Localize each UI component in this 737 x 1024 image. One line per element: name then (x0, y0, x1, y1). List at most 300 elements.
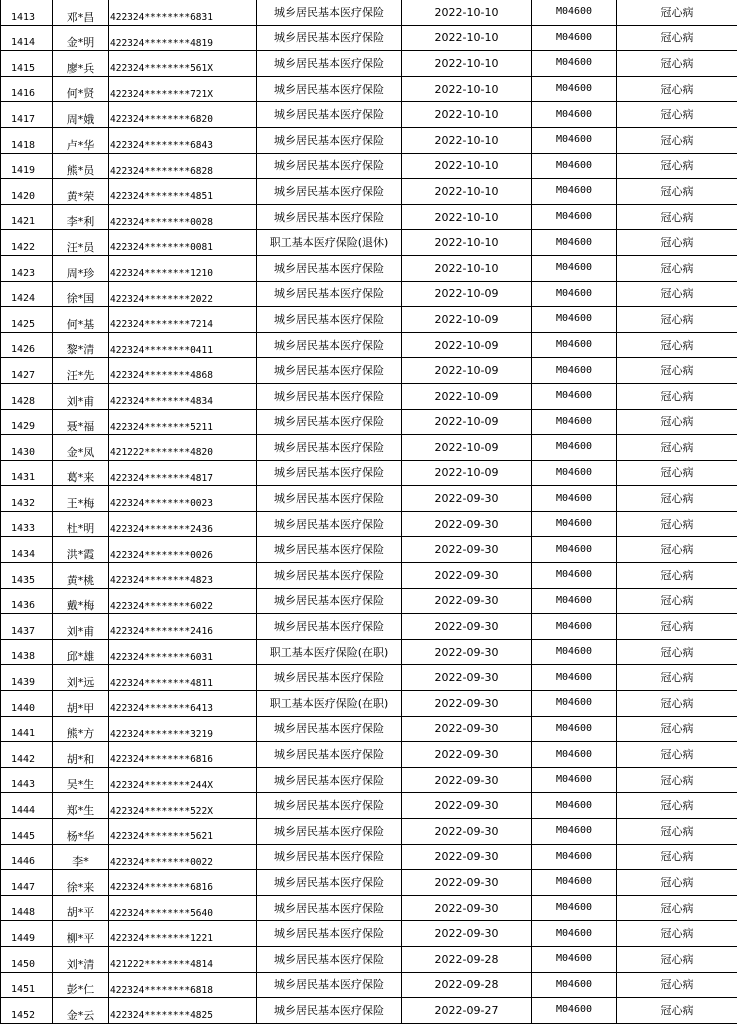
table-row (1, 588, 737, 614)
disease-code-cell: M04600 (532, 409, 617, 435)
table-row (1, 895, 737, 921)
id-number-cell: 422324********0026 (109, 537, 257, 563)
disease-name-cell: 冠心病 (617, 998, 737, 1024)
disease-code-cell: M04600 (532, 25, 617, 51)
insurance-type-cell: 城乡居民基本医疗保险 (257, 332, 402, 358)
id-number-cell: 422324********4868 (109, 358, 257, 384)
disease-name-cell: 冠心病 (617, 921, 737, 947)
date-cell: 2022-10-10 (402, 76, 532, 102)
disease-name-cell: 冠心病 (617, 230, 737, 256)
record-number-cell: 1450 (1, 946, 53, 972)
record-number-cell: 1449 (1, 921, 53, 947)
id-number-cell: 422324********4811 (109, 665, 257, 691)
table-row (1, 307, 737, 333)
record-number-cell: 1438 (1, 639, 53, 665)
patient-name-cell: 黄*荣 (53, 179, 109, 205)
insurance-type-cell: 城乡居民基本医疗保险 (257, 819, 402, 845)
disease-name-cell: 冠心病 (617, 691, 737, 717)
insurance-type-cell: 城乡居民基本医疗保险 (257, 153, 402, 179)
patient-name-cell: 杜*明 (53, 511, 109, 537)
id-number-cell: 422324********0411 (109, 332, 257, 358)
disease-name-cell: 冠心病 (617, 383, 737, 409)
record-number-cell: 1415 (1, 51, 53, 77)
date-cell: 2022-09-30 (402, 486, 532, 512)
disease-name-cell: 冠心病 (617, 639, 737, 665)
date-cell: 2022-10-09 (402, 383, 532, 409)
id-number-cell: 422324********7214 (109, 307, 257, 333)
patient-name-cell: 柳*平 (53, 921, 109, 947)
patient-name-cell: 刘*甫 (53, 614, 109, 640)
insurance-type-cell: 城乡居民基本医疗保险 (257, 76, 402, 102)
disease-code-cell: M04600 (532, 844, 617, 870)
disease-name-cell: 冠心病 (617, 332, 737, 358)
patient-name-cell: 黄*桃 (53, 563, 109, 589)
insurance-type-cell: 城乡居民基本医疗保险 (257, 255, 402, 281)
record-number-cell: 1448 (1, 895, 53, 921)
disease-code-cell: M04600 (532, 639, 617, 665)
id-number-cell: 421222********4814 (109, 946, 257, 972)
record-number-cell: 1418 (1, 127, 53, 153)
disease-name-cell: 冠心病 (617, 537, 737, 563)
disease-name-cell: 冠心病 (617, 486, 737, 512)
patient-name-cell: 杨*华 (53, 819, 109, 845)
insurance-type-cell: 城乡居民基本医疗保险 (257, 486, 402, 512)
patient-name-cell: 戴*梅 (53, 588, 109, 614)
disease-name-cell: 冠心病 (617, 204, 737, 230)
insurance-type-cell: 城乡居民基本医疗保险 (257, 179, 402, 205)
id-number-cell: 422324********6816 (109, 742, 257, 768)
patient-name-cell: 刘*远 (53, 665, 109, 691)
disease-code-cell: M04600 (532, 793, 617, 819)
date-cell: 2022-09-30 (402, 691, 532, 717)
patient-name-cell: 李*利 (53, 204, 109, 230)
record-number-cell: 1413 (1, 0, 53, 25)
disease-code-cell: M04600 (532, 870, 617, 896)
table-row (1, 563, 737, 589)
disease-code-cell: M04600 (532, 179, 617, 205)
record-number-cell: 1451 (1, 972, 53, 998)
disease-code-cell: M04600 (532, 51, 617, 77)
disease-code-cell: M04600 (532, 691, 617, 717)
record-number-cell: 1434 (1, 537, 53, 563)
patient-name-cell: 胡*平 (53, 895, 109, 921)
insurance-type-cell: 城乡居民基本医疗保险 (257, 307, 402, 333)
date-cell: 2022-09-30 (402, 895, 532, 921)
record-number-cell: 1423 (1, 255, 53, 281)
date-cell: 2022-09-30 (402, 844, 532, 870)
id-number-cell: 422324********6818 (109, 972, 257, 998)
record-number-cell: 1419 (1, 153, 53, 179)
disease-code-cell: M04600 (532, 383, 617, 409)
record-number-cell: 1427 (1, 358, 53, 384)
insurance-type-cell: 职工基本医疗保险(在职) (257, 639, 402, 665)
table-row (1, 819, 737, 845)
table-row (1, 0, 737, 25)
disease-name-cell: 冠心病 (617, 742, 737, 768)
record-number-cell: 1430 (1, 435, 53, 461)
disease-name-cell: 冠心病 (617, 127, 737, 153)
disease-name-cell: 冠心病 (617, 435, 737, 461)
insurance-type-cell: 城乡居民基本医疗保险 (257, 844, 402, 870)
insurance-type-cell: 城乡居民基本医疗保险 (257, 204, 402, 230)
record-number-cell: 1435 (1, 563, 53, 589)
id-number-cell: 422324********5621 (109, 819, 257, 845)
patient-name-cell: 洪*霞 (53, 537, 109, 563)
id-number-cell: 422324********4823 (109, 563, 257, 589)
patient-name-cell: 邱*雄 (53, 639, 109, 665)
id-number-cell: 422324********5211 (109, 409, 257, 435)
date-cell: 2022-10-09 (402, 460, 532, 486)
disease-code-cell: M04600 (532, 76, 617, 102)
record-number-cell: 1432 (1, 486, 53, 512)
record-number-cell: 1416 (1, 76, 53, 102)
patient-name-cell: 黎*清 (53, 332, 109, 358)
disease-name-cell: 冠心病 (617, 153, 737, 179)
insurance-type-cell: 城乡居民基本医疗保险 (257, 537, 402, 563)
record-number-cell: 1447 (1, 870, 53, 896)
disease-code-cell: M04600 (532, 895, 617, 921)
disease-code-cell: M04600 (532, 204, 617, 230)
insurance-type-cell: 城乡居民基本医疗保险 (257, 998, 402, 1024)
insurance-type-cell: 城乡居民基本医疗保险 (257, 716, 402, 742)
disease-name-cell: 冠心病 (617, 614, 737, 640)
date-cell: 2022-10-10 (402, 179, 532, 205)
disease-name-cell: 冠心病 (617, 102, 737, 128)
id-number-cell: 422324********6843 (109, 127, 257, 153)
insurance-type-cell: 职工基本医疗保险(在职) (257, 691, 402, 717)
date-cell: 2022-10-10 (402, 255, 532, 281)
date-cell: 2022-10-10 (402, 204, 532, 230)
table-row (1, 127, 737, 153)
patient-name-cell: 邓*昌 (53, 0, 109, 25)
patient-name-cell: 葛*来 (53, 460, 109, 486)
insurance-type-cell: 城乡居民基本医疗保险 (257, 614, 402, 640)
disease-name-cell: 冠心病 (617, 946, 737, 972)
table-row (1, 742, 737, 768)
insurance-type-cell: 城乡居民基本医疗保险 (257, 511, 402, 537)
date-cell: 2022-09-30 (402, 537, 532, 563)
record-number-cell: 1414 (1, 25, 53, 51)
date-cell: 2022-09-30 (402, 639, 532, 665)
insurance-type-cell: 城乡居民基本医疗保险 (257, 793, 402, 819)
record-number-cell: 1441 (1, 716, 53, 742)
id-number-cell: 422324********6831 (109, 0, 257, 25)
id-number-cell: 422324********3219 (109, 716, 257, 742)
disease-name-cell: 冠心病 (617, 179, 737, 205)
insurance-type-cell: 城乡居民基本医疗保险 (257, 742, 402, 768)
insurance-type-cell: 城乡居民基本医疗保险 (257, 665, 402, 691)
patient-name-cell: 汪*先 (53, 358, 109, 384)
table-row (1, 716, 737, 742)
record-number-cell: 1444 (1, 793, 53, 819)
patient-name-cell: 熊*员 (53, 153, 109, 179)
disease-name-cell: 冠心病 (617, 25, 737, 51)
table-row (1, 998, 737, 1024)
disease-name-cell: 冠心病 (617, 870, 737, 896)
date-cell: 2022-10-09 (402, 409, 532, 435)
table-row (1, 51, 737, 77)
record-number-cell: 1443 (1, 767, 53, 793)
id-number-cell: 422324********0028 (109, 204, 257, 230)
id-number-cell: 422324********6022 (109, 588, 257, 614)
insurance-type-cell: 城乡居民基本医疗保险 (257, 460, 402, 486)
date-cell: 2022-10-10 (402, 0, 532, 25)
patient-name-cell: 何*贤 (53, 76, 109, 102)
patient-name-cell: 金*明 (53, 25, 109, 51)
disease-code-cell: M04600 (532, 588, 617, 614)
record-number-cell: 1442 (1, 742, 53, 768)
disease-name-cell: 冠心病 (617, 895, 737, 921)
disease-name-cell: 冠心病 (617, 767, 737, 793)
disease-code-cell: M04600 (532, 153, 617, 179)
patient-name-cell: 何*基 (53, 307, 109, 333)
patient-name-cell: 胡*和 (53, 742, 109, 768)
record-number-cell: 1424 (1, 281, 53, 307)
patient-name-cell: 刘*清 (53, 946, 109, 972)
patient-name-cell: 郑*生 (53, 793, 109, 819)
disease-code-cell: M04600 (532, 972, 617, 998)
record-number-cell: 1425 (1, 307, 53, 333)
date-cell: 2022-10-09 (402, 358, 532, 384)
table-row (1, 383, 737, 409)
date-cell: 2022-09-30 (402, 665, 532, 691)
disease-code-cell: M04600 (532, 614, 617, 640)
id-number-cell: 422324********4819 (109, 25, 257, 51)
disease-name-cell: 冠心病 (617, 511, 737, 537)
table-row (1, 281, 737, 307)
patient-name-cell: 刘*甫 (53, 383, 109, 409)
disease-code-cell: M04600 (532, 281, 617, 307)
disease-code-cell: M04600 (532, 767, 617, 793)
insurance-type-cell: 城乡居民基本医疗保险 (257, 281, 402, 307)
date-cell: 2022-09-30 (402, 742, 532, 768)
disease-name-cell: 冠心病 (617, 307, 737, 333)
disease-name-cell: 冠心病 (617, 358, 737, 384)
table-row (1, 153, 737, 179)
record-number-cell: 1436 (1, 588, 53, 614)
patient-name-cell: 金*凤 (53, 435, 109, 461)
insurance-type-cell: 城乡居民基本医疗保险 (257, 383, 402, 409)
date-cell: 2022-09-30 (402, 588, 532, 614)
insurance-type-cell: 城乡居民基本医疗保险 (257, 563, 402, 589)
table-row (1, 435, 737, 461)
id-number-cell: 422324********4825 (109, 998, 257, 1024)
disease-code-cell: M04600 (532, 716, 617, 742)
table-row (1, 332, 737, 358)
record-number-cell: 1439 (1, 665, 53, 691)
disease-name-cell: 冠心病 (617, 844, 737, 870)
disease-code-cell: M04600 (532, 127, 617, 153)
date-cell: 2022-10-10 (402, 127, 532, 153)
disease-name-cell: 冠心病 (617, 972, 737, 998)
disease-name-cell: 冠心病 (617, 409, 737, 435)
date-cell: 2022-10-09 (402, 307, 532, 333)
id-number-cell: 422324********2416 (109, 614, 257, 640)
disease-name-cell: 冠心病 (617, 716, 737, 742)
record-number-cell: 1417 (1, 102, 53, 128)
table-row (1, 255, 737, 281)
disease-name-cell: 冠心病 (617, 51, 737, 77)
disease-code-cell: M04600 (532, 358, 617, 384)
id-number-cell: 421222********4820 (109, 435, 257, 461)
id-number-cell: 422324********6828 (109, 153, 257, 179)
record-number-cell: 1429 (1, 409, 53, 435)
table-row (1, 665, 737, 691)
record-number-cell: 1420 (1, 179, 53, 205)
disease-code-cell: M04600 (532, 230, 617, 256)
table-row (1, 870, 737, 896)
disease-name-cell: 冠心病 (617, 819, 737, 845)
insurance-type-cell: 城乡居民基本医疗保险 (257, 102, 402, 128)
record-number-cell: 1452 (1, 998, 53, 1024)
record-number-cell: 1446 (1, 844, 53, 870)
disease-name-cell: 冠心病 (617, 255, 737, 281)
id-number-cell: 422324********6816 (109, 870, 257, 896)
disease-code-cell: M04600 (532, 102, 617, 128)
insurance-type-cell: 城乡居民基本医疗保险 (257, 767, 402, 793)
table-row (1, 767, 737, 793)
disease-name-cell: 冠心病 (617, 0, 737, 25)
date-cell: 2022-10-10 (402, 153, 532, 179)
insurance-type-cell: 城乡居民基本医疗保险 (257, 435, 402, 461)
date-cell: 2022-09-30 (402, 793, 532, 819)
id-number-cell: 422324********4851 (109, 179, 257, 205)
date-cell: 2022-10-09 (402, 332, 532, 358)
date-cell: 2022-10-10 (402, 51, 532, 77)
disease-name-cell: 冠心病 (617, 665, 737, 691)
id-number-cell: 422324********6031 (109, 639, 257, 665)
patient-name-cell: 廖*兵 (53, 51, 109, 77)
table-row (1, 793, 737, 819)
patient-name-cell: 金*云 (53, 998, 109, 1024)
insurance-type-cell: 城乡居民基本医疗保险 (257, 409, 402, 435)
id-number-cell: 422324********2436 (109, 511, 257, 537)
patient-name-cell: 汪*员 (53, 230, 109, 256)
patient-name-cell: 徐*来 (53, 870, 109, 896)
disease-code-cell: M04600 (532, 332, 617, 358)
insurance-type-cell: 城乡居民基本医疗保险 (257, 51, 402, 77)
id-number-cell: 422324********1221 (109, 921, 257, 947)
table-row (1, 409, 737, 435)
record-number-cell: 1440 (1, 691, 53, 717)
patient-name-cell: 卢*华 (53, 127, 109, 153)
patient-name-cell: 周*珍 (53, 255, 109, 281)
table-row (1, 179, 737, 205)
insurance-type-cell: 城乡居民基本医疗保险 (257, 0, 402, 25)
disease-code-cell: M04600 (532, 511, 617, 537)
table-row (1, 691, 737, 717)
table-row (1, 844, 737, 870)
patient-name-cell: 李* (53, 844, 109, 870)
record-number-cell: 1428 (1, 383, 53, 409)
disease-name-cell: 冠心病 (617, 563, 737, 589)
table-row (1, 537, 737, 563)
id-number-cell: 422324********5640 (109, 895, 257, 921)
date-cell: 2022-09-30 (402, 921, 532, 947)
date-cell: 2022-09-27 (402, 998, 532, 1024)
id-number-cell: 422324********0081 (109, 230, 257, 256)
record-number-cell: 1426 (1, 332, 53, 358)
id-number-cell: 422324********1210 (109, 255, 257, 281)
disease-code-cell: M04600 (532, 921, 617, 947)
date-cell: 2022-09-30 (402, 614, 532, 640)
table-row (1, 102, 737, 128)
disease-name-cell: 冠心病 (617, 793, 737, 819)
id-number-cell: 422324********4817 (109, 460, 257, 486)
disease-code-cell: M04600 (532, 742, 617, 768)
disease-code-cell: M04600 (532, 460, 617, 486)
disease-code-cell: M04600 (532, 486, 617, 512)
table-row (1, 358, 737, 384)
disease-code-cell: M04600 (532, 819, 617, 845)
disease-name-cell: 冠心病 (617, 281, 737, 307)
date-cell: 2022-09-28 (402, 972, 532, 998)
id-number-cell: 422324********4834 (109, 383, 257, 409)
patient-name-cell: 徐*国 (53, 281, 109, 307)
record-number-cell: 1433 (1, 511, 53, 537)
insurance-type-cell: 城乡居民基本医疗保险 (257, 972, 402, 998)
disease-code-cell: M04600 (532, 537, 617, 563)
table-row (1, 230, 737, 256)
insurance-type-cell: 城乡居民基本医疗保险 (257, 946, 402, 972)
disease-name-cell: 冠心病 (617, 76, 737, 102)
date-cell: 2022-09-30 (402, 716, 532, 742)
patient-name-cell: 熊*方 (53, 716, 109, 742)
patient-name-cell: 王*梅 (53, 486, 109, 512)
date-cell: 2022-10-10 (402, 230, 532, 256)
date-cell: 2022-09-30 (402, 870, 532, 896)
table-row (1, 946, 737, 972)
id-number-cell: 422324********721X (109, 76, 257, 102)
id-number-cell: 422324********0023 (109, 486, 257, 512)
disease-code-cell: M04600 (532, 435, 617, 461)
date-cell: 2022-10-09 (402, 281, 532, 307)
insurance-type-cell: 城乡居民基本医疗保险 (257, 358, 402, 384)
table-row (1, 972, 737, 998)
record-number-cell: 1437 (1, 614, 53, 640)
patient-name-cell: 聂*福 (53, 409, 109, 435)
record-number-cell: 1431 (1, 460, 53, 486)
date-cell: 2022-09-30 (402, 511, 532, 537)
table-row (1, 511, 737, 537)
insurance-type-cell: 城乡居民基本医疗保险 (257, 921, 402, 947)
insurance-type-cell: 城乡居民基本医疗保险 (257, 588, 402, 614)
disease-code-cell: M04600 (532, 307, 617, 333)
insurance-type-cell: 城乡居民基本医疗保险 (257, 127, 402, 153)
table-row (1, 614, 737, 640)
patient-name-cell: 吴*生 (53, 767, 109, 793)
record-number-cell: 1421 (1, 204, 53, 230)
insurance-type-cell: 城乡居民基本医疗保险 (257, 25, 402, 51)
disease-code-cell: M04600 (532, 563, 617, 589)
insurance-type-cell: 城乡居民基本医疗保险 (257, 895, 402, 921)
id-number-cell: 422324********6413 (109, 691, 257, 717)
id-number-cell: 422324********522X (109, 793, 257, 819)
insurance-type-cell: 职工基本医疗保险(退休) (257, 230, 402, 256)
id-number-cell: 422324********244X (109, 767, 257, 793)
disease-code-cell: M04600 (532, 665, 617, 691)
table-row (1, 204, 737, 230)
record-number-cell: 1422 (1, 230, 53, 256)
disease-code-cell: M04600 (532, 0, 617, 25)
patient-name-cell: 胡*甲 (53, 691, 109, 717)
patient-name-cell: 周*娥 (53, 102, 109, 128)
date-cell: 2022-10-10 (402, 102, 532, 128)
patient-name-cell: 彭*仁 (53, 972, 109, 998)
date-cell: 2022-09-30 (402, 563, 532, 589)
date-cell: 2022-09-30 (402, 819, 532, 845)
disease-name-cell: 冠心病 (617, 460, 737, 486)
